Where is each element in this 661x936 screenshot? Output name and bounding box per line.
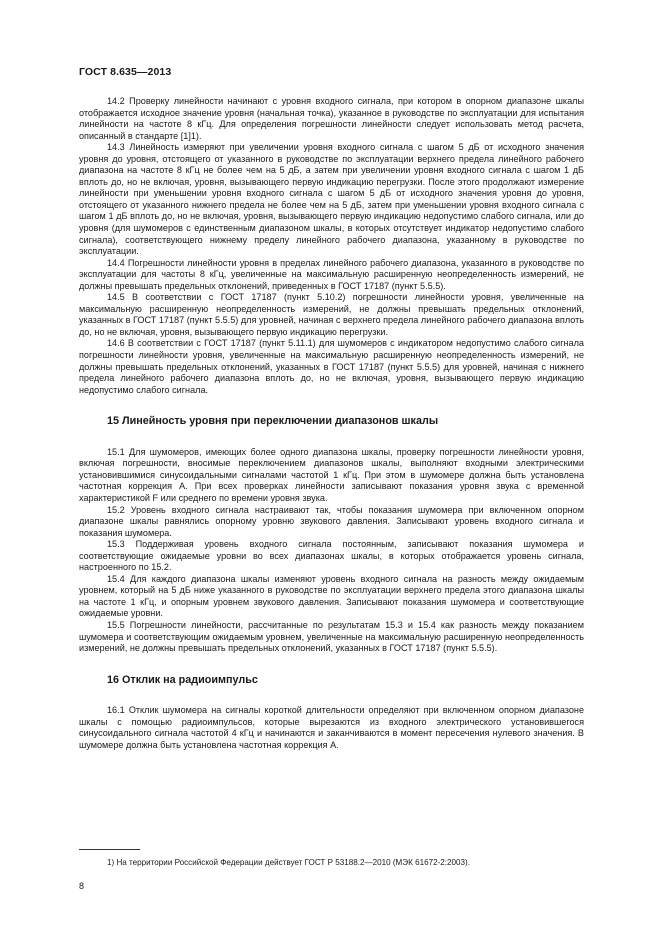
section-15-heading: 15 Линейность уровня при переключении диапазонов шкалы [107,415,439,428]
paragraph-15-2: 15.2 Уровень входного сигнала настраивают так, чтобы показания шумомера при включенном опорном диапазоне шкалы равнялись опорному уровню звукового давления. Записывают уровень входного сигнала и показания шумомера. [79,504,584,538]
document-header: ГОСТ 8.635—2013 [79,66,172,78]
paragraph-14-2: 14.2 Проверку линейности начинают с уровня входного сигнала, при котором в опорном диапазоне шкалы отображается исходное значение уровня (начальная точка), указанное в руководстве по эксплуатации для испытания линейности на частоте 8 кГц. Для определения погрешности линейности следует использовать метод расчета, описанный в стандарте [1]1). [79,96,584,141]
document-body [79,96,584,751]
footnote-separator [79,849,140,850]
page-number: 8 [79,881,85,891]
paragraph-16-1: 16.1 Отклик шумомера на сигналы короткой длительности определяют при включенном опорном диапазоне шкалы с помощью радиоимпульсов, которые вырезаются из входного электрического установившегося синусоидального сигнала частотой 4 кГц и начинаются и заканчиваются в момент пересечения нулевого значения. В шумомере должна быть установлена частотная коррекция А. [79,705,584,750]
footnote: 1) На территории Российской Федерации действует ГОСТ Р 53188.2—2010 (МЭК 61672-2:2003). [107,858,470,867]
paragraph-14-6: 14.6 В соответствии с ГОСТ 17187 (пункт 5.11.1) для шумомеров с индикатором недопустимо слабого сигнала погрешности линейности уровня, увеличенные на максимальную расширенную неопределенность измерений, не должны превышать предельных отклонений, указанных в ГОСТ 17187 (пункт 5.5.5) для уровней, начиная с нижнего предела линейного рабочего диапазона вплоть до, но не включая, уровня, вызывающего первую индикацию недопустимо слабого сигнала. [79,338,584,395]
paragraph-15-1: 15.1 Для шумомеров, имеющих более одного диапазона шкалы, проверку погрешности линейности уровня, включая погрешности, вносимые переключением диапазонов шкалы, выполняют входными электрическими установившимися синусоидальными сигналами частотой 1 кГц. При этом в шумомере должна быть установлена частотная коррекция А. При всех проверках линейности записывают показания уровня звука с временной характеристикой F или среднего по времени уровня звука. [79,446,584,503]
paragraph-14-3: 14.3 Линейность измеряют при увеличении уровня входного сигнала с шагом 5 дБ от исходного значения уровня до уровня, отстоящего от указанного в руководстве по эксплуатации верхнего предела линейного рабочего диапазона на частоте 8 кГц не более чем на 5 дБ, а затем при увеличении уровня входного сигнала с шагом 1 дБ вплоть до, но не включая, уровня, вызывающего первую индикацию перегрузки. После этого продолжают измерение линейности при уменьшении уровня входного сигнала с шагом 5 дБ от исходного значения уровня до уровня, отстоящего от указанного нижнего предела не более чем на 5 дБ, затем при уменьшении уровня входного сигнала с шагом 1 дБ вплоть до, но не включая, уровня, вызывающего первую индикацию недопустимо слабого сигнала, или до уровня (для шумомеров с единственным диапазоном шкалы, в которых отсутствует индикатор недопустимо слабого сигнала), соответствующего нижнему пределу линейного рабочего диапазона, указанному в руководстве по эксплуатации. [79,142,584,257]
paragraph-15-4: 15.4 Для каждого диапазона шкалы изменяют уровень входного сигнала на разность между ожидаемым уровнем, который на 5 дБ ниже указанного в руководстве по эксплуатации верхнего предела этого диапазона шкалы на частоте 1 кГц, и опорным уровнем звукового давления. Записывают показания шумомера и соответствующие ожидаемые уровни. [79,573,584,619]
paragraph-14-4: 14.4 Погрешности линейности уровня в пределах линейного рабочего диапазона, указанного в руководстве по эксплуатации для частоты 8 кГц, увеличенные на максимальную расширенную неопределенность измерений, не должны превышать предельных отклонений, приведенных в ГОСТ 17187 (пункт 5.5.5). [79,257,584,291]
paragraph-15-5: 15.5 Погрешности линейности, рассчитанные по результатам 15.3 и 15.4 как разность между показанием шумомера и соответствующим ожидаемым уровнем, увеличенные на максимальную расширенную неопределенность измерений, не должны превышать предельных отклонений, указанных в ГОСТ 17187 (пункт 5.5.5). [79,619,584,654]
paragraph-14-5: 14.5 В соответствии с ГОСТ 17187 (пункт 5.10.2) погрешности линейности уровня, увеличенные на максимальную расширенную неопределенность измерений, не должны превышать предельных отклонений, указанных в ГОСТ 17187 (пункт 5.5.5) для уровней, начиная с верхнего предела линейного рабочего диапазона вплоть до, но не включая, уровня, вызывающего первую индикацию перегрузки. [79,292,584,337]
section-16-heading: 16 Отклик на радиоимпульс [107,673,258,686]
paragraph-15-3: 15.3 Поддерживая уровень входного сигнала постоянным, записывают показания шумомера и соответствующие ожидаемые уровни во всех диапазонах шкалы, в которых отображается уровень сигнала, настроенного по 15.2. [79,539,584,573]
